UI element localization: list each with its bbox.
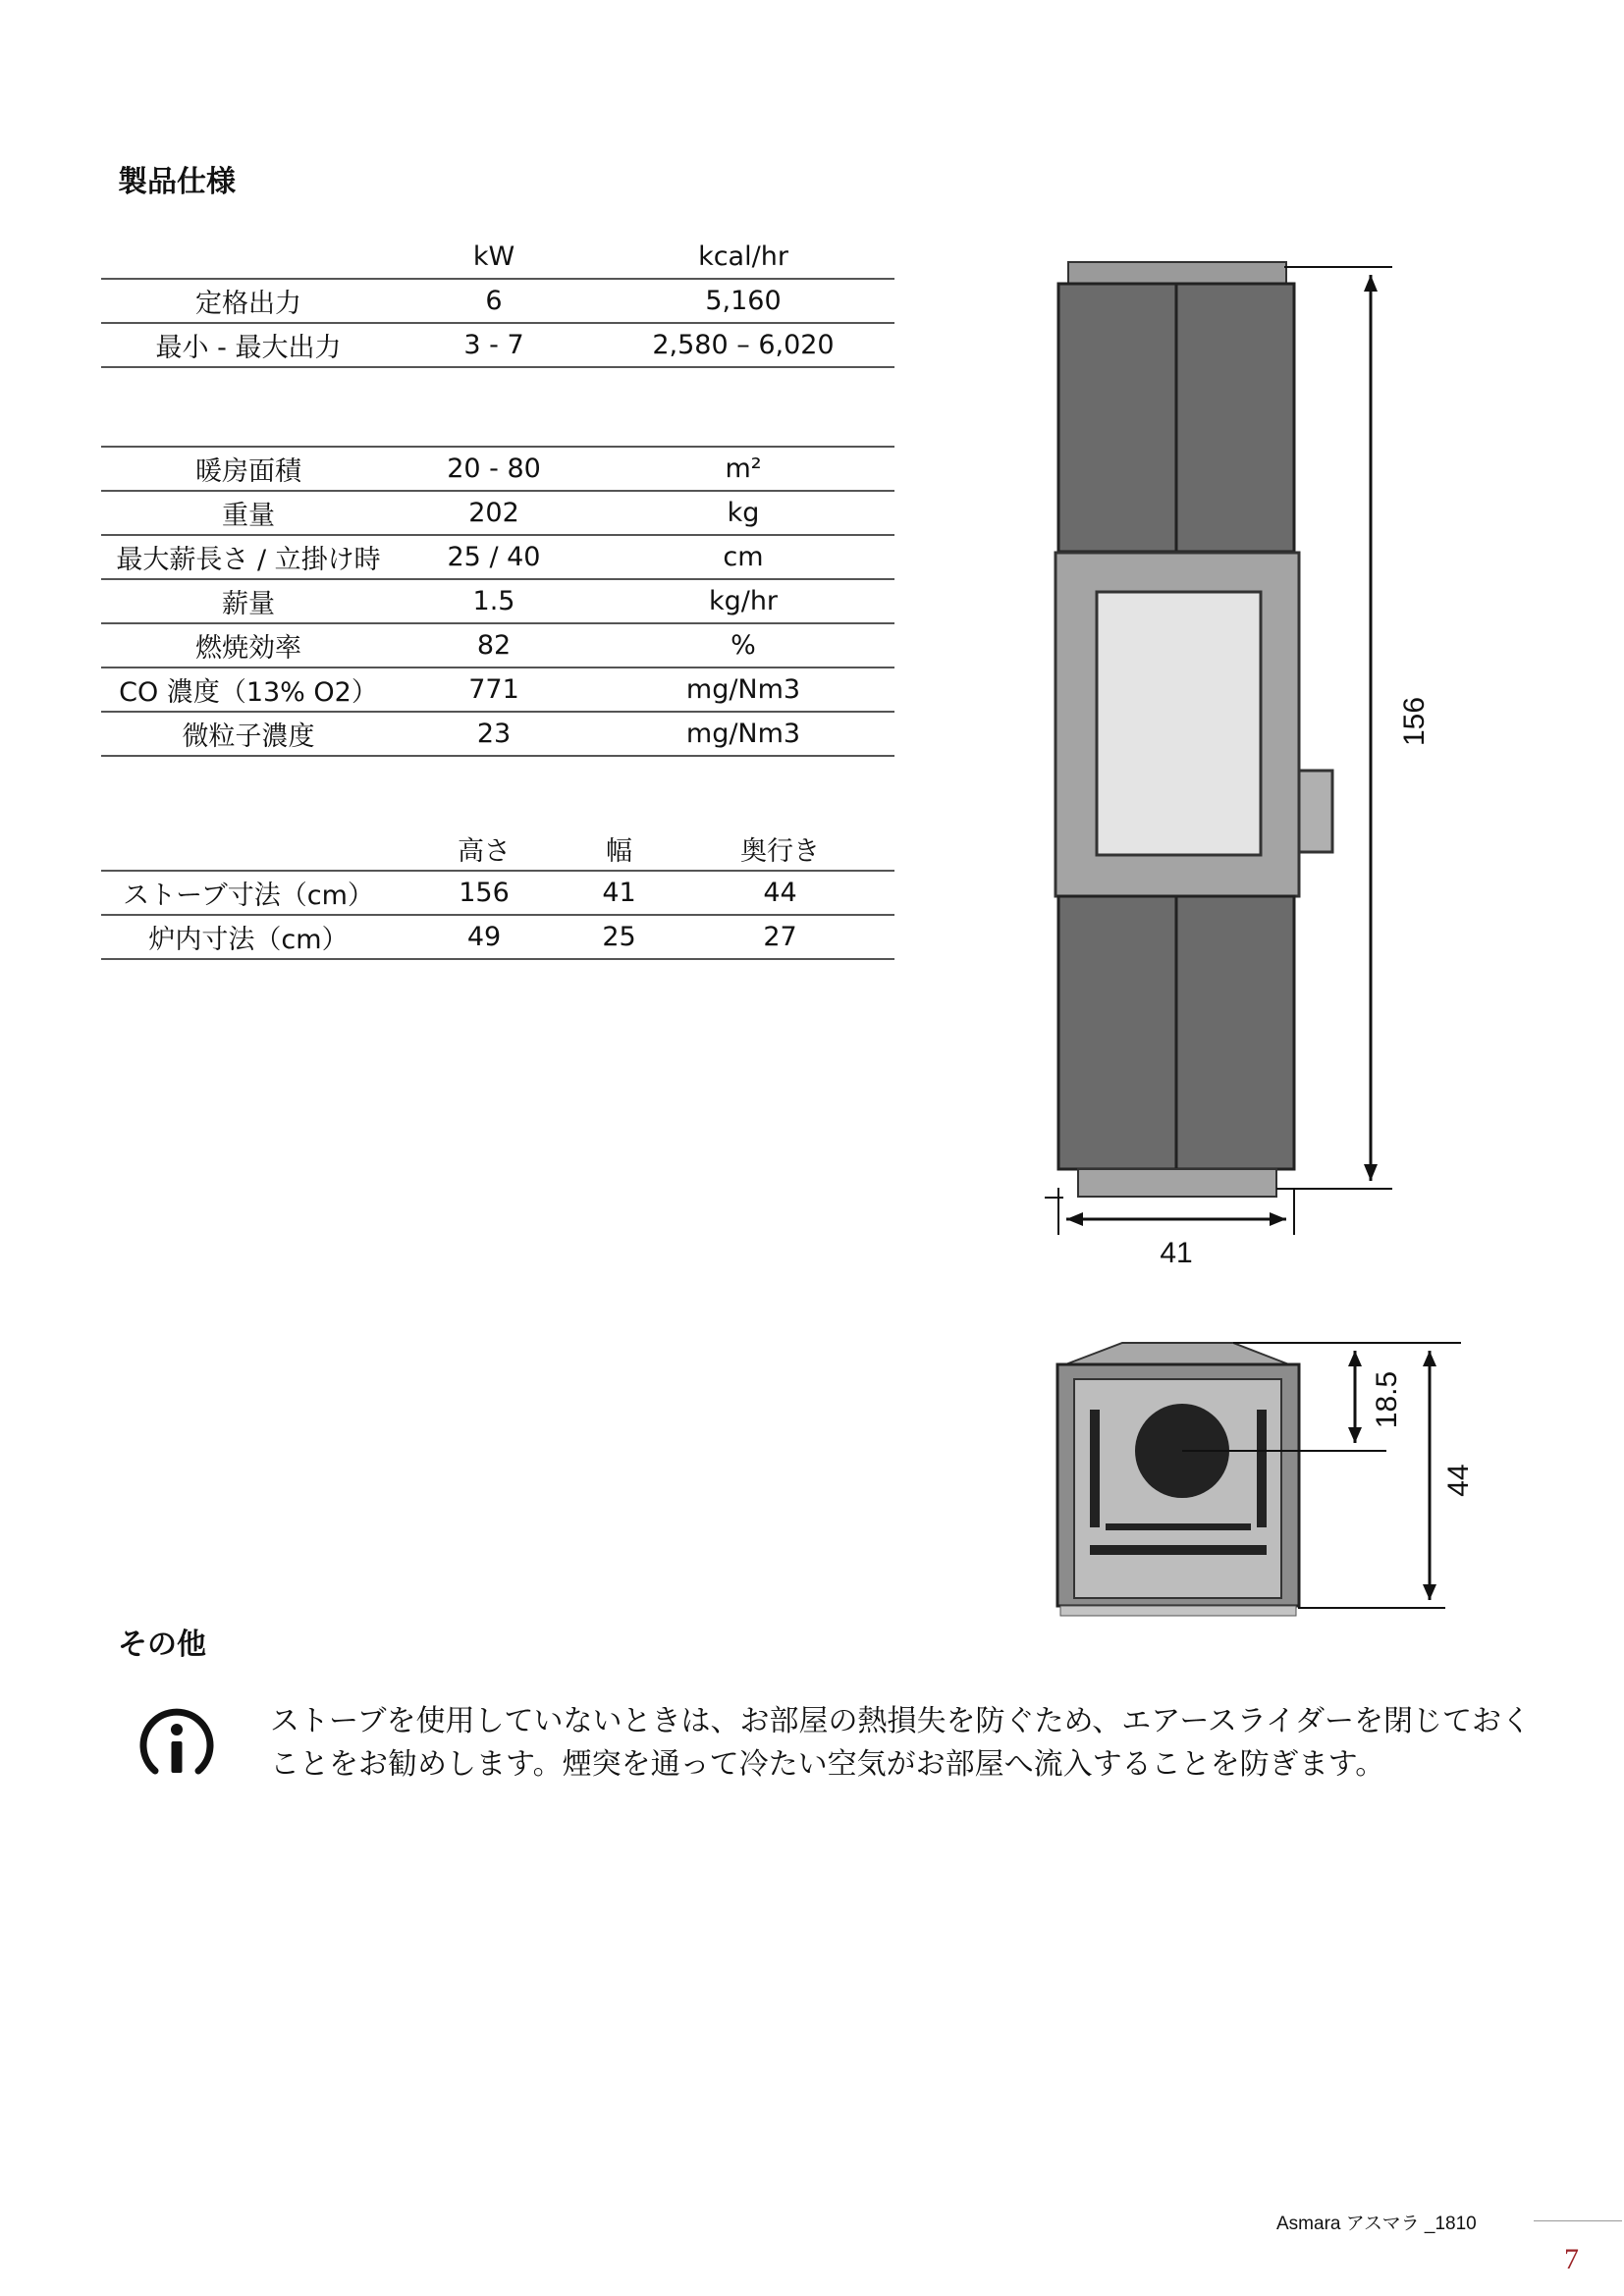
table-cell: 重量 (101, 491, 396, 535)
table-cell: 41 (572, 871, 666, 915)
stove-front-view (1045, 262, 1392, 1235)
table-cell: kg/hr (592, 579, 894, 623)
section-title-other: その他 (118, 1628, 206, 1662)
table-cell: 暖房面積 (101, 447, 396, 491)
table-header-cell: kcal/hr (592, 236, 894, 279)
note-text (270, 1700, 1537, 1787)
table-cell: cm (592, 535, 894, 579)
table-cell: 44 (666, 871, 894, 915)
footer-product-name: Asmara アスマラ _1810 (1276, 2214, 1477, 2234)
flue-offset-label: 18.5 (1371, 1370, 1403, 1429)
table-cell: CO 濃度（13% O2） (101, 667, 396, 712)
table-cell: 25 / 40 (396, 535, 592, 579)
table-cell: 49 (396, 915, 572, 959)
depth-dimension-label: 44 (1442, 1464, 1475, 1497)
table-header-cell: 高さ (396, 828, 572, 871)
table-cell: 1.5 (396, 579, 592, 623)
table-cell: 燃焼効率 (101, 623, 396, 667)
table-cell: 27 (666, 915, 894, 959)
table-cell: kg (592, 491, 894, 535)
table-cell: ストーブ寸法（cm） (101, 871, 396, 915)
table-cell: 20 - 80 (396, 447, 592, 491)
table-cell: 炉内寸法（cm） (101, 915, 396, 959)
section-title-specs: 製品仕様 (118, 165, 236, 199)
table-cell: 82 (396, 623, 592, 667)
table-cell: mg/Nm3 (592, 667, 894, 712)
table-header-cell: 奥行き (666, 828, 894, 871)
table-cell: 5,160 (592, 279, 894, 323)
table-header-cell: kW (396, 236, 592, 279)
table-cell: 6 (396, 279, 592, 323)
info-icon (137, 1706, 216, 1785)
table-cell: 定格出力 (101, 279, 396, 323)
table-cell: % (592, 623, 894, 667)
table-cell: 3 - 7 (396, 323, 592, 367)
page-number: 7 (1564, 2243, 1579, 2275)
table-cell: 156 (396, 871, 572, 915)
table-cell: 微粒子濃度 (101, 712, 396, 756)
table-cell: m² (592, 447, 894, 491)
table-cell: 2,580 – 6,020 (592, 323, 894, 367)
table-header-cell: 幅 (572, 828, 666, 871)
footer-divider (1534, 2220, 1622, 2221)
table-cell: mg/Nm3 (592, 712, 894, 756)
height-dimension-label: 156 (1398, 696, 1431, 747)
table-cell: 最大薪長さ / 立掛け時 (101, 535, 396, 579)
table-cell: 最小 - 最大出力 (101, 323, 396, 367)
note-line: ことをお勧めします。煙突を通って冷たい空気がお部屋へ流入することを防ぎます。 (270, 1747, 1385, 1782)
table-cell: 23 (396, 712, 592, 756)
table-cell: 771 (396, 667, 592, 712)
table-cell: 薪量 (101, 579, 396, 623)
width-dimension-label: 41 (1160, 1237, 1193, 1269)
table-cell: 202 (396, 491, 592, 535)
note-line: ストーブを使用していないときは、お部屋の熱損失を防ぐため、エアースライダーを閉じておく (270, 1704, 1531, 1738)
table-cell: 25 (572, 915, 666, 959)
